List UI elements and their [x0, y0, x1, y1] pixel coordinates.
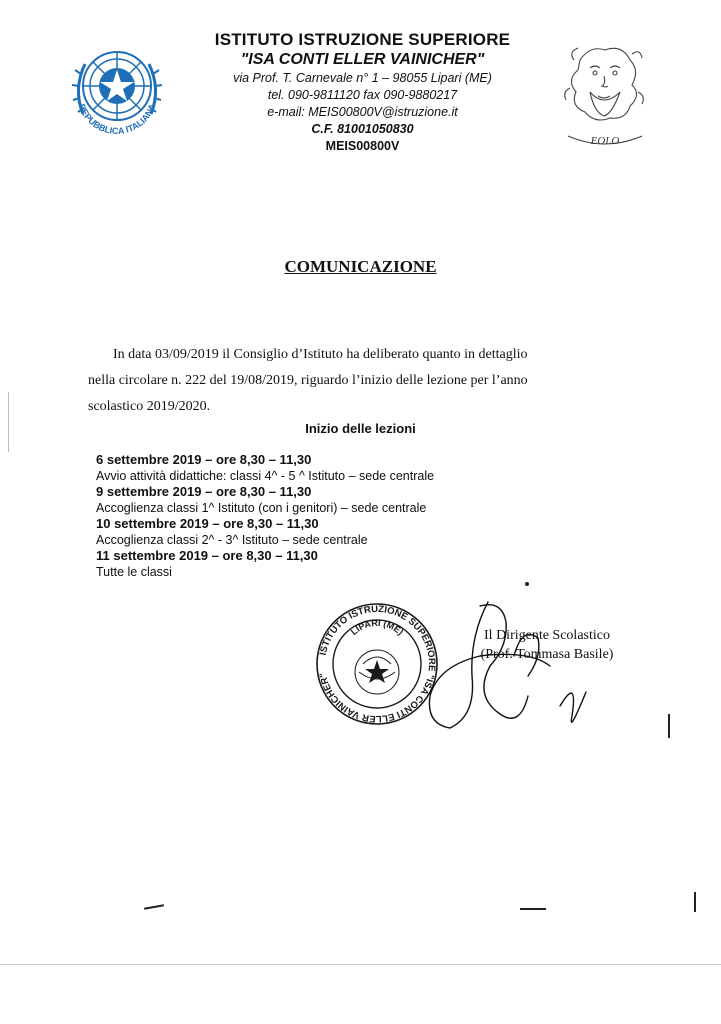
- signatory-role: Il Dirigente Scolastico: [484, 628, 610, 643]
- scan-edge-line: [0, 964, 721, 965]
- document-title: COMUNICAZIONE: [284, 257, 437, 276]
- scan-mark: [668, 714, 670, 738]
- phone-fax: tel. 090-9811120 fax 090-9880217: [267, 88, 458, 102]
- schedule-description: Accoglienza classi 2^ - 3^ Istituto – sede centrale: [96, 533, 368, 547]
- eolo-logo-text: EOLO: [590, 135, 620, 147]
- institute-name: ISTITUTO ISTRUZIONE SUPERIORE: [214, 30, 511, 49]
- schedule-description: Accoglienza classi 1^ Istituto (con i genitori) – sede centrale: [96, 501, 427, 515]
- address: via Prof. T. Carnevale n° 1 – 98055 Lipari (ME): [233, 71, 492, 85]
- eolo-logo: [560, 40, 650, 158]
- emblem-ribbon-text: REPUBBLICA ITALIANA: [76, 102, 158, 137]
- schedule-date: 9 settembre 2019 – ore 8,30 – 11,30: [96, 484, 312, 499]
- schedule-description: Tutte le classi: [96, 565, 172, 579]
- schedule-date: 6 settembre 2019 – ore 8,30 – 11,30: [96, 452, 312, 467]
- schedule-entry: [96, 548, 556, 580]
- tax-code: C.F. 81001050830: [311, 122, 414, 136]
- body-paragraph: [88, 342, 558, 420]
- schedule-description: Avvio attività didattiche: classi 4^ - 5 ^ Istituto – sede centrale: [96, 469, 435, 483]
- signature-block: [462, 626, 632, 664]
- handwritten-signature: [410, 596, 610, 746]
- stamp-city-text: LIPARI (ME): [348, 617, 406, 638]
- stamp-ring-text: ISTITUTO ISTRUZIONE SUPERIORE "ISA CONTI ELLER VAINICHER": [317, 603, 438, 725]
- schedule-date: 10 settembre 2019 – ore 8,30 – 11,30: [96, 516, 319, 531]
- schedule-list: [96, 452, 556, 580]
- body-text: In data 03/09/2019 il Consiglio d’Istituto ha deliberato quanto in dettaglio nella circolare n. 222 del 19/08/2019, riguardo l’inizio delle lezione per l’anno scolastico 2019/2020.: [88, 347, 528, 414]
- signatory-name: (Prof. Tommasa Basile): [480, 647, 614, 662]
- school-code: MEIS00800V: [325, 139, 400, 153]
- schedule-entry: [96, 452, 556, 484]
- email: e-mail: MEIS00800V@istruzione.it: [267, 105, 458, 119]
- scan-mark: [144, 904, 164, 909]
- schedule-entry: [96, 484, 556, 516]
- scan-mark: [525, 582, 529, 586]
- scan-mark: [520, 908, 546, 910]
- scan-mark: [8, 392, 9, 452]
- scan-mark: [694, 892, 696, 912]
- schedule-date: 11 settembre 2019 – ore 8,30 – 11,30: [96, 548, 318, 563]
- schedule-entry: [96, 516, 556, 548]
- letterhead: [195, 30, 530, 155]
- school-name: "ISA CONTI ELLER VAINICHER": [240, 51, 485, 68]
- schedule-heading: Inizio delle lezioni: [305, 421, 416, 436]
- republic-emblem: [63, 34, 171, 146]
